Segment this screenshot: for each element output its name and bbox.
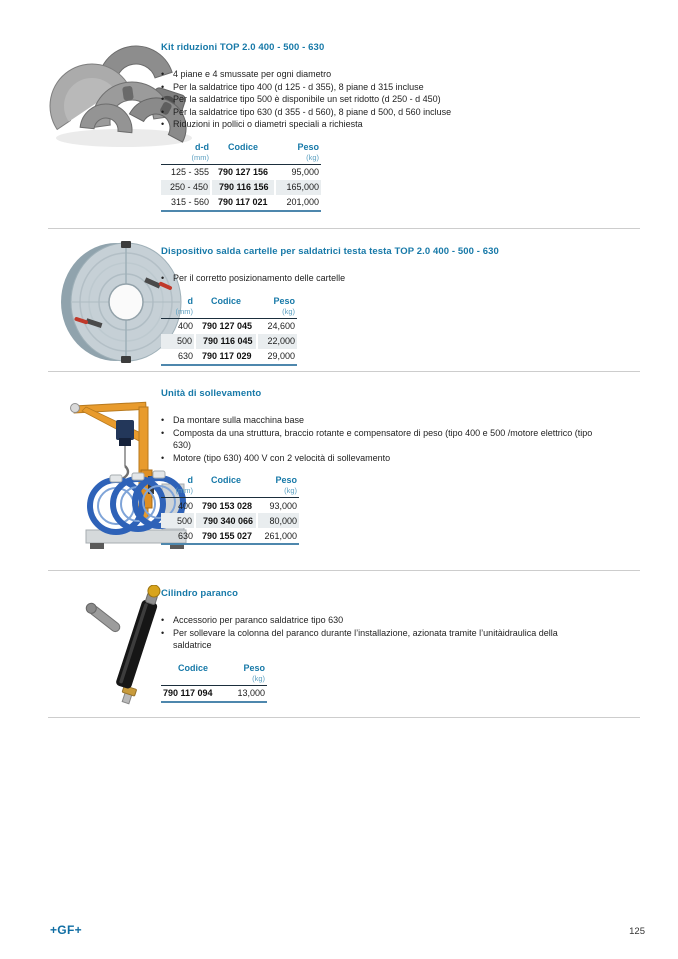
list-item: • Composta da una struttura, braccio rotante e compensatore di peso (tipo 400 e 500 /motore elettrico (tipo 630) [161, 427, 593, 450]
page-footer [0, 718, 678, 959]
bullet-dot: • [161, 452, 165, 463]
column-header: d [187, 475, 193, 485]
list-item: • Per la saldatrice tipo 400 (d 125 - d 355), 8 piane d 315 incluse [161, 81, 424, 92]
list-item: • Riduzioni in pollici o diametri speciali a richiesta [161, 119, 363, 129]
bullet-list [161, 414, 593, 464]
bullet-dot: • [161, 615, 165, 625]
list-item: • Per sollevare la colonna del paranco durante l’installazione, azionata tramite l’unitàidraulica della saldatrice [161, 627, 558, 650]
section-title: Cilindro paranco [161, 588, 239, 599]
list-item: • Da montare sulla macchina base [161, 415, 305, 425]
bullet-dot: • [161, 81, 165, 92]
column-header: d [187, 295, 193, 306]
column-header: Peso [275, 475, 297, 485]
bullet-list [161, 272, 593, 285]
table-row: 630 790 117 029 29,000 [177, 351, 295, 361]
section-cilindro-paranco [0, 571, 678, 717]
table-row: 400 790 153 028 93,000 [177, 500, 297, 511]
gf-logo: +GF+ [50, 923, 82, 937]
column-header: Peso [243, 662, 265, 673]
unit-label [195, 486, 257, 498]
product-image-column [0, 571, 161, 717]
unit-label: (kg) [257, 307, 297, 319]
section-content [161, 571, 631, 717]
table-row: 400 790 127 045 24,600 [177, 321, 295, 331]
section-kit-riduzioni [0, 0, 678, 228]
table-header-row [161, 142, 321, 153]
bullet-list [161, 68, 593, 131]
table-units-row [161, 674, 267, 686]
bullet-dot: • [161, 273, 165, 283]
table-row: 315 - 560 790 117 021 201,000 [170, 197, 319, 207]
list-item: • Accessorio per paranco saldatrice tipo 630 [161, 615, 344, 625]
column-header: Peso [273, 295, 295, 306]
table-row: 250 - 450 790 116 156 165,000 [161, 180, 321, 195]
bullet-dot: • [161, 106, 165, 117]
page-number: 125 [629, 926, 645, 937]
section-content [161, 0, 631, 228]
unit-label [195, 307, 257, 319]
table-row: 500 790 116 045 22,000 [161, 334, 297, 349]
table-row: 630 790 155 027 261,000 [177, 530, 297, 541]
table-row: 500 790 340 066 80,000 [161, 513, 299, 528]
list-item: • Per il corretto posizionamento delle cartelle [161, 273, 346, 283]
column-header: Codice [210, 295, 241, 306]
table-units-row [161, 486, 299, 498]
table-header-row [161, 663, 267, 674]
section-title: Kit riduzioni TOP 2.0 400 - 500 - 630 [161, 42, 325, 53]
bullet-dot: • [161, 415, 165, 425]
list-item: • Per la saldatrice tipo 630 (d 355 - d 560), 8 piane d 500, d 560 incluse [161, 106, 452, 117]
unit-label: (kg) [275, 153, 321, 165]
list-item: • Motore (tipo 630) 400 V con 2 velocità di sollevamento [161, 452, 391, 463]
unit-label [161, 674, 225, 686]
unit-label: (mm) [161, 153, 211, 165]
product-table [161, 296, 297, 366]
section-title: Dispositivo salda cartelle per saldatrici testa testa TOP 2.0 400 - 500 - 630 [161, 246, 499, 257]
table-header-row [161, 296, 297, 307]
column-header: Codice [210, 475, 241, 485]
section-content [161, 372, 631, 570]
product-table [161, 663, 267, 703]
section-dispositivo-salda-cartelle [0, 229, 678, 371]
unit-label [211, 153, 275, 165]
unit-label: (kg) [257, 486, 299, 498]
list-item: • 4 piane e 4 smussate per ogni diametro [161, 69, 332, 79]
column-header: Codice [227, 141, 258, 152]
product-table [161, 142, 321, 212]
section-unita-di-sollevamento [0, 372, 678, 570]
table-row: 790 117 094 13,000 [163, 688, 265, 698]
bullet-list [161, 614, 593, 652]
product-image-column [0, 0, 161, 228]
product-image-column [0, 229, 161, 371]
table-row: 125 - 355 790 127 156 95,000 [170, 167, 319, 177]
column-header: d-d [195, 141, 209, 152]
table-units-row [161, 307, 297, 319]
bullet-dot: • [161, 627, 165, 638]
table-header-row [161, 475, 299, 486]
unit-label: (kg) [225, 674, 267, 686]
bullet-dot: • [161, 119, 165, 129]
unit-label: (mm) [161, 486, 195, 498]
section-title: Unità di sollevamento [161, 388, 262, 399]
list-item: • Per la saldatrice tipo 500 è disponibile un set ridotto (d 250 - d 450) [161, 94, 441, 104]
column-header: Peso [297, 141, 319, 152]
bullet-dot: • [161, 427, 165, 438]
bullet-dot: • [161, 94, 165, 104]
column-header: Codice [177, 662, 208, 673]
section-content [161, 229, 631, 371]
table-units-row [161, 153, 321, 165]
product-image-column [0, 372, 161, 570]
bullet-dot: • [161, 69, 165, 79]
unit-label: (mm) [161, 307, 195, 319]
product-table [161, 475, 299, 545]
